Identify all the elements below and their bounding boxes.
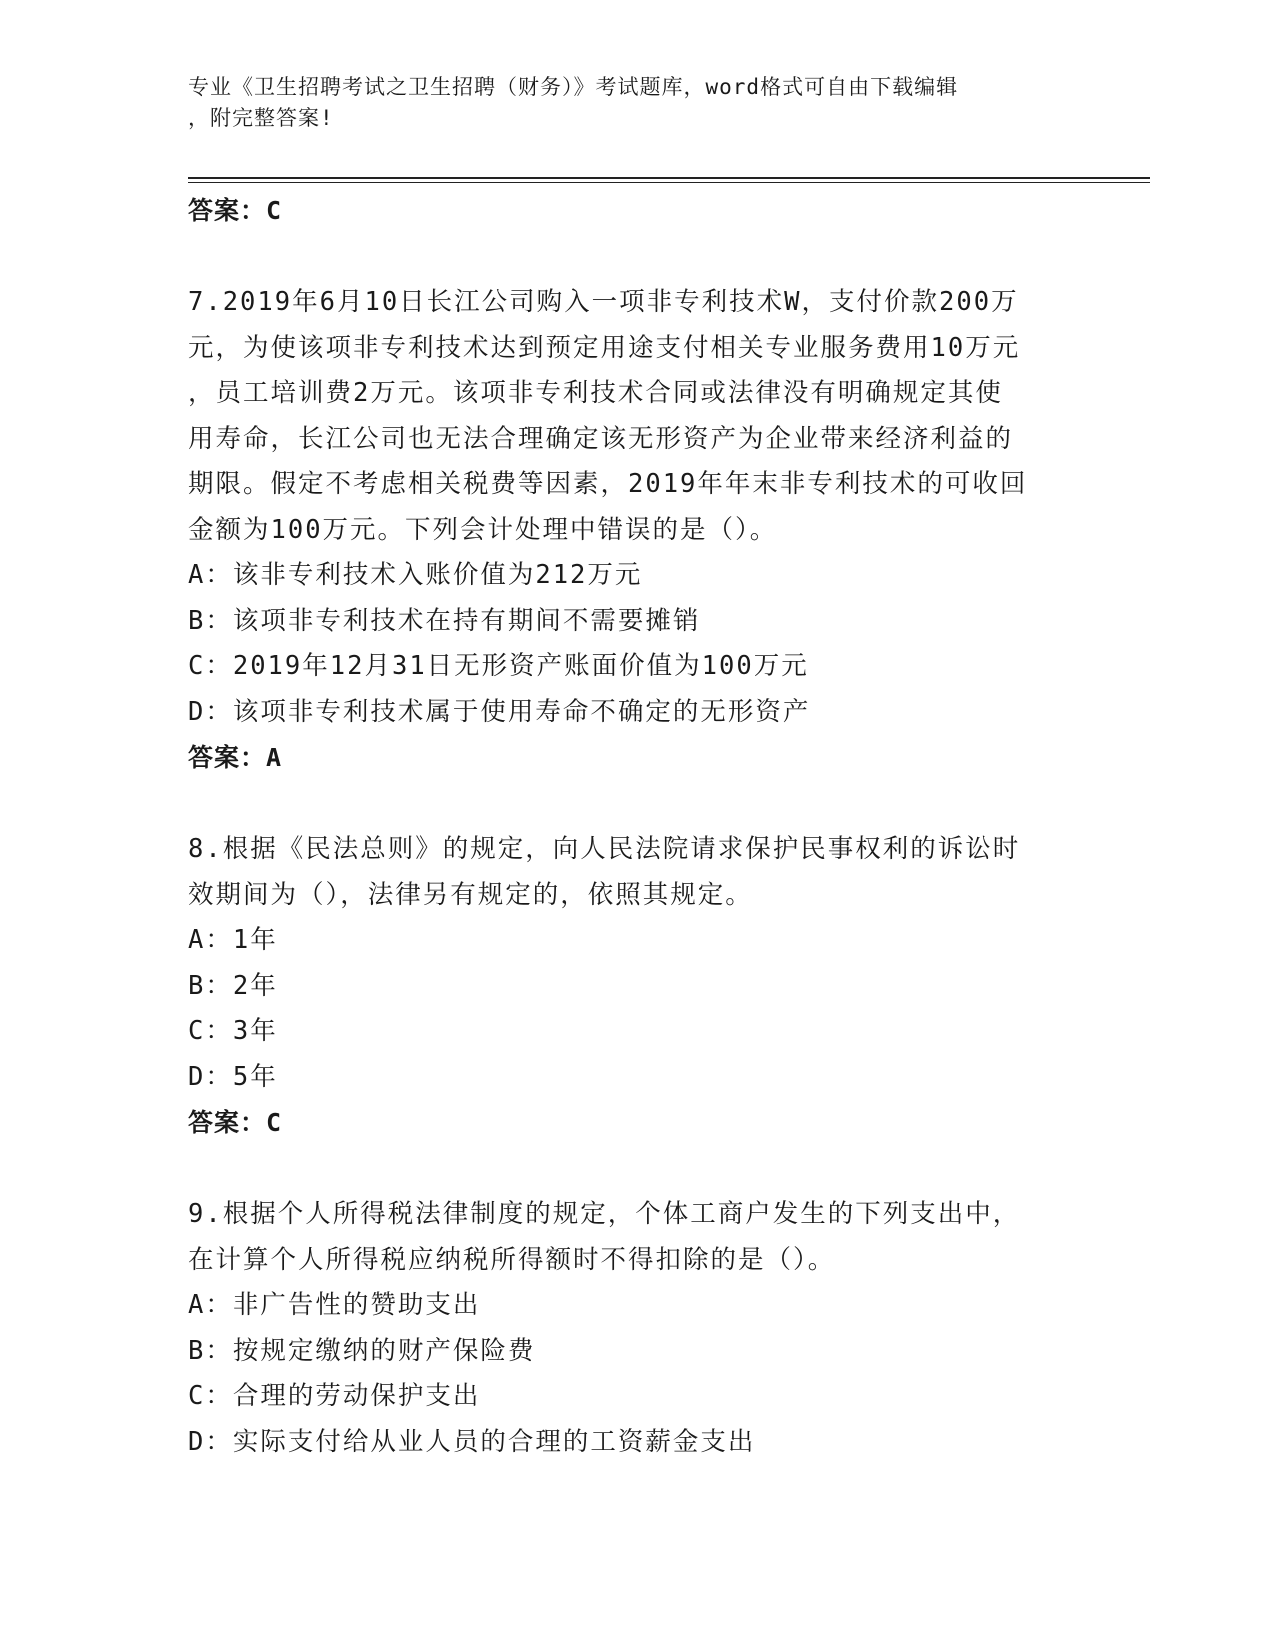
- option-a: A：该非专利技术入账价值为212万元: [188, 560, 643, 590]
- question-line: 期限。假定不考虑相关税费等因素，2019年年末非专利技术的可收回: [188, 469, 1028, 499]
- question-8: [188, 827, 1088, 1146]
- question-line: 元，为使该项非专利技术达到预定用途支付相关专业服务费用10万元: [188, 332, 1021, 363]
- question-7: [188, 280, 1088, 781]
- answer: 答案：C: [188, 1108, 283, 1137]
- question-line: 在计算个人所得税应纳税所得额时不得扣除的是（）。: [188, 1244, 836, 1275]
- question-line: 7.2019年6月10日长江公司购入一项非专利技术W，支付价款200万: [188, 287, 1019, 317]
- question-line: 效期间为（），法律另有规定的，依照其规定。: [188, 879, 753, 910]
- header-divider: [188, 177, 1150, 179]
- previous-answer: 答案：C: [188, 196, 283, 225]
- document-header: [188, 72, 1088, 134]
- header-divider-thin: [188, 182, 1150, 183]
- header-line-1: 专业《卫生招聘考试之卫生招聘（财务）》考试题库，word格式可自由下载编辑: [188, 75, 959, 99]
- option-a: A：非广告性的赞助支出: [188, 1290, 481, 1320]
- question-stem: [188, 827, 1088, 918]
- option-b: B：按规定缴纳的财产保险费: [188, 1335, 536, 1366]
- option-c: C：3年: [188, 1016, 278, 1046]
- question-stem: [188, 1192, 1088, 1283]
- question-line: 金额为100万元。下列会计处理中错误的是（）。: [188, 514, 778, 545]
- answer: 答案：A: [188, 743, 283, 772]
- option-d: D：实际支付给从业人员的合理的工资薪金支出: [188, 1426, 756, 1457]
- option-a: A：1年: [188, 925, 278, 955]
- question-line: 8.根据《民法总则》的规定，向人民法院请求保护民事权利的诉讼时: [188, 834, 1021, 864]
- question-9: [188, 1192, 1088, 1465]
- option-c: C：2019年12月31日无形资产账面价值为100万元: [188, 651, 809, 681]
- question-content: [188, 188, 1088, 1465]
- header-line-2: ，附完整答案!: [188, 106, 334, 130]
- option-d: D：5年: [188, 1061, 278, 1092]
- question-line: 用寿命，长江公司也无法合理确定该无形资产为企业带来经济利益的: [188, 423, 1014, 454]
- option-b: B：该项非专利技术在持有期间不需要摊销: [188, 605, 701, 636]
- question-line: 9.根据个人所得税法律制度的规定，个体工商户发生的下列支出中，: [188, 1199, 1021, 1229]
- question-stem: [188, 280, 1088, 553]
- option-c: C：合理的劳动保护支出: [188, 1381, 481, 1411]
- option-b: B：2年: [188, 970, 278, 1001]
- option-d: D：该项非专利技术属于使用寿命不确定的无形资产: [188, 696, 811, 727]
- question-line: ，员工培训费2万元。该项非专利技术合同或法律没有明确规定其使: [188, 378, 1003, 408]
